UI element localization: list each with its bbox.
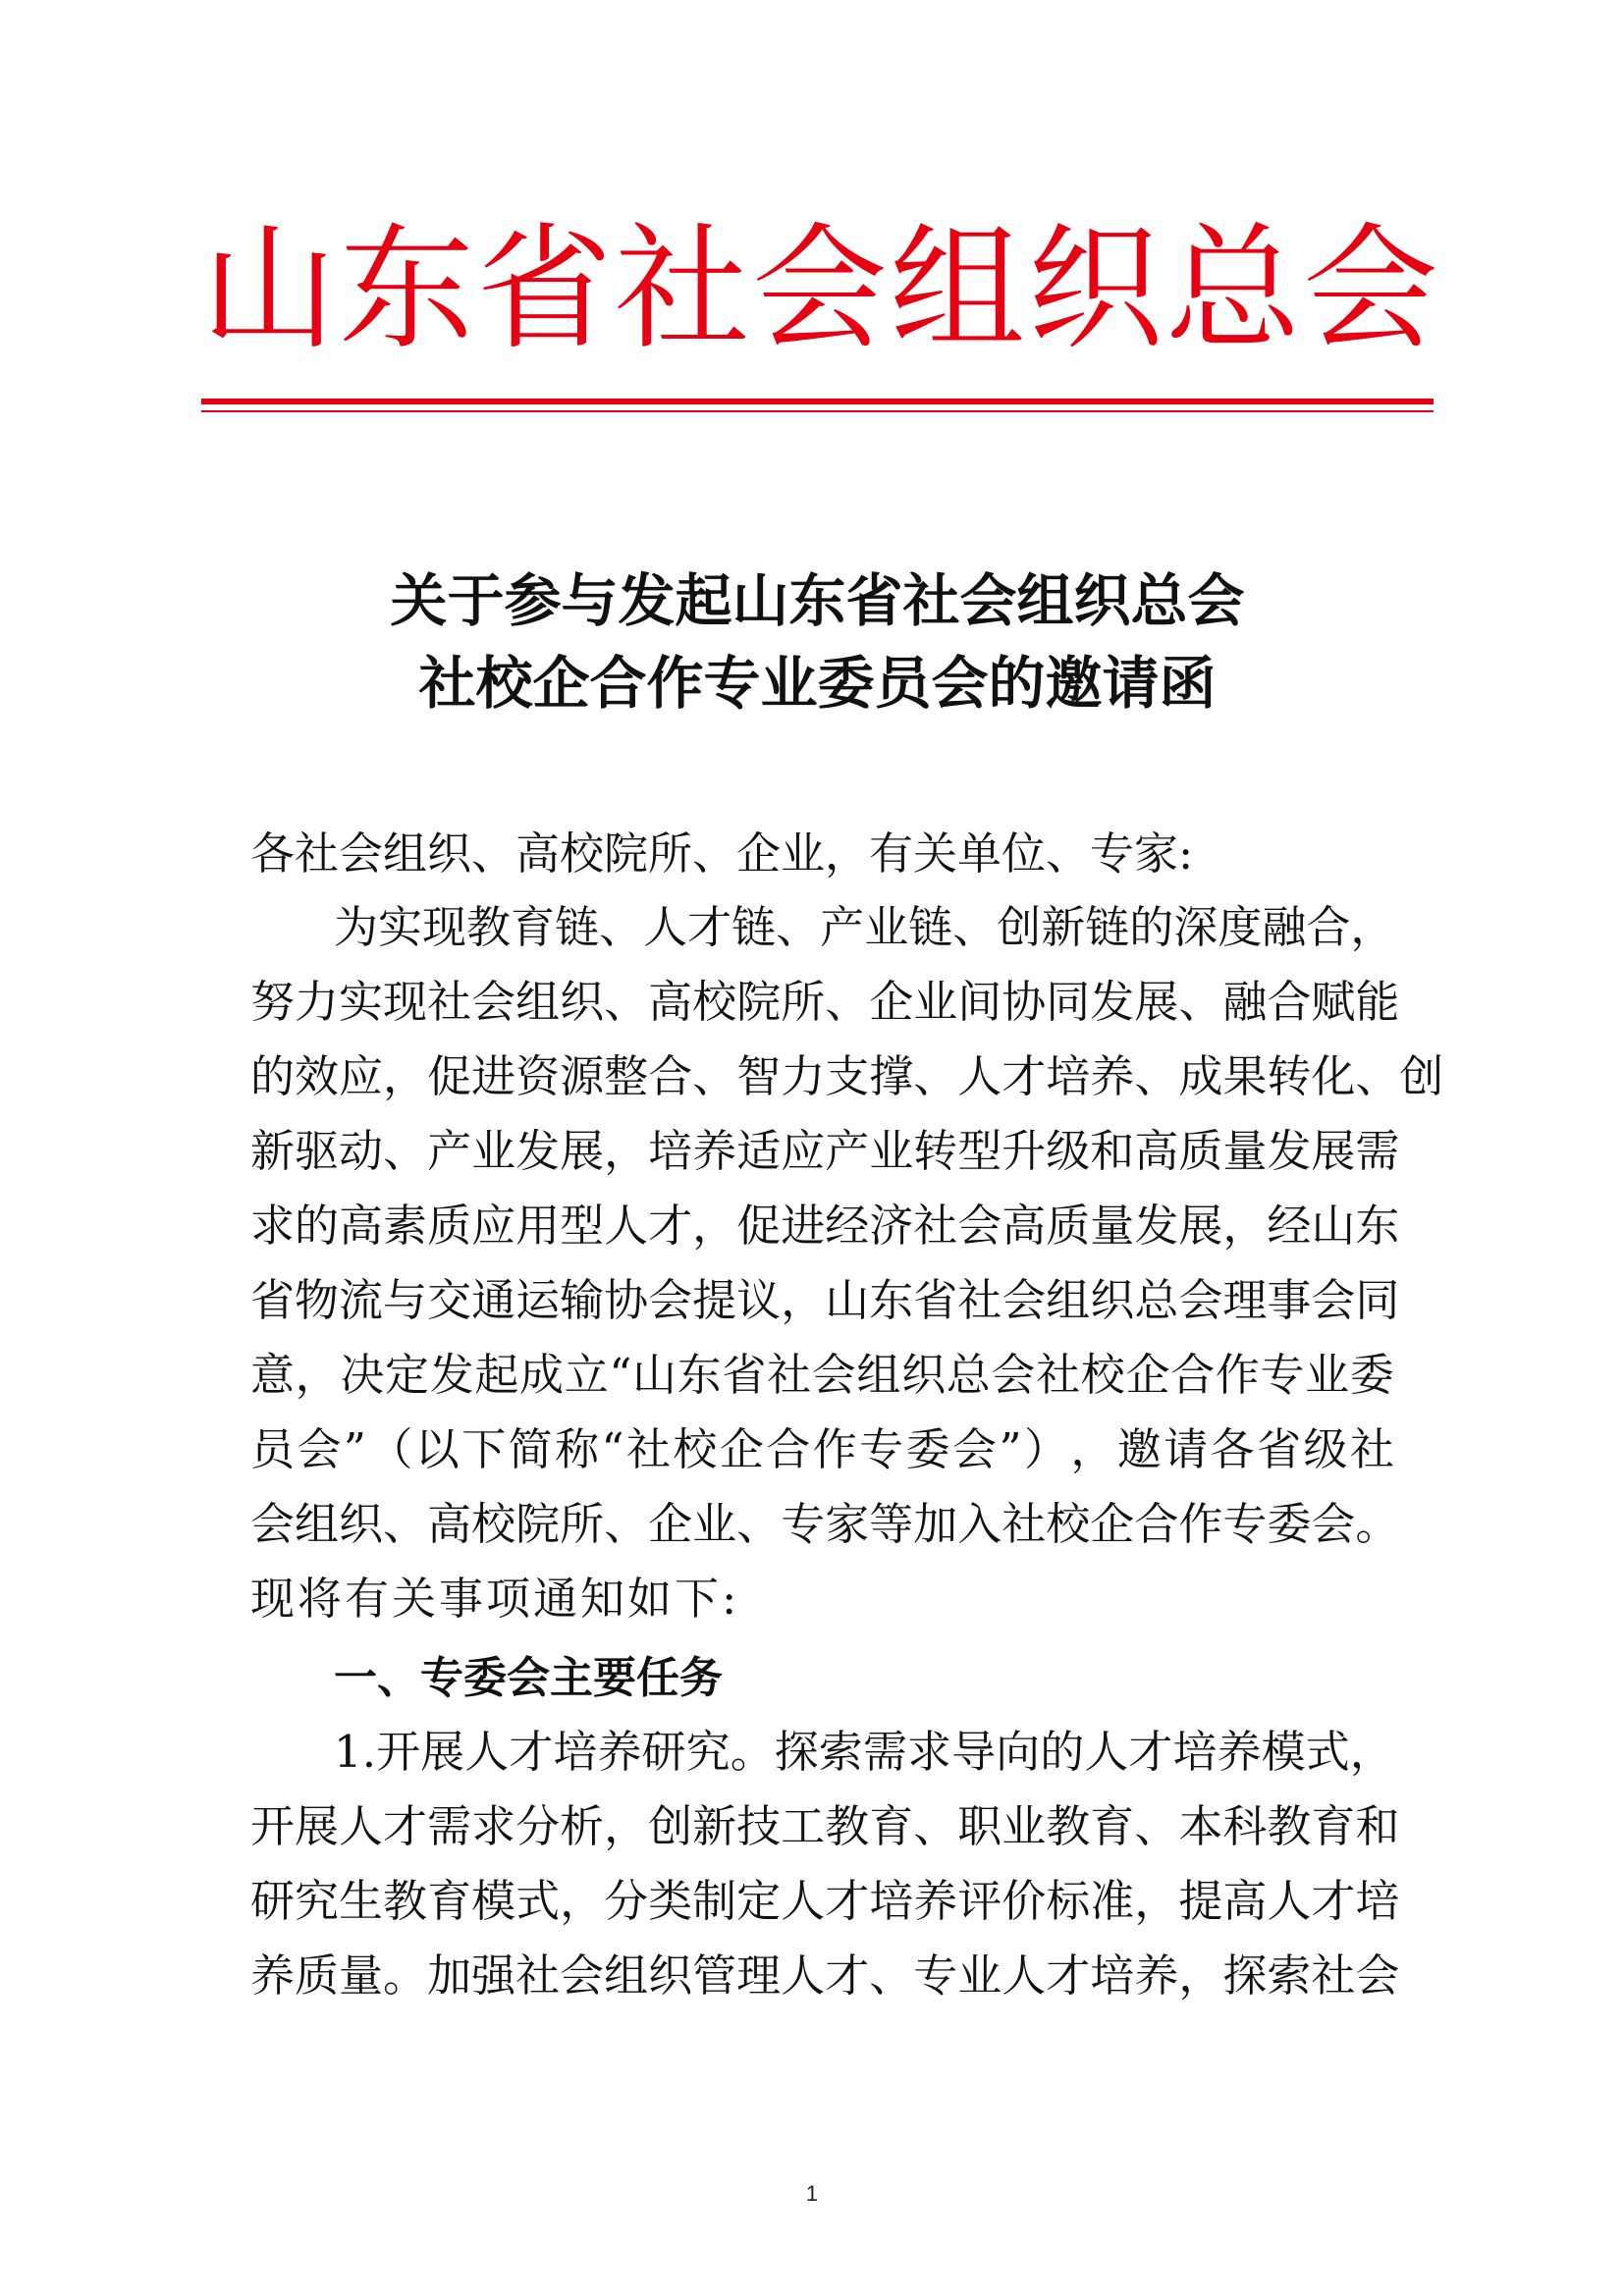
masthead-rule-thick bbox=[201, 399, 1434, 404]
masthead-char: 会 bbox=[751, 210, 888, 368]
masthead-char: 总 bbox=[1164, 210, 1301, 368]
text-line: 求 的 高 素 质 应 用 型 人 才 ， 促 进 经 济 社 会 高 质 量 发 展 ， 经 山 东 bbox=[250, 1200, 1400, 1252]
text-line: 开 展 人 才 需 求 分 析 ， 创 新 技 工 教 育 、 职 业 教 育 、 本 科 教 育 和 bbox=[250, 1800, 1400, 1852]
masthead-char: 东 bbox=[339, 210, 475, 368]
masthead-title bbox=[201, 206, 1438, 373]
masthead-char: 社 bbox=[614, 210, 750, 368]
text-line: 为 实 现 教 育 链 、 人 才 链 、 产 业 链 、 创 新 链 的 深 度 融 合 ， bbox=[334, 901, 1395, 953]
text-line: 养 质 量 。 加 强 社 会 组 织 管 理 人 才 、 专 业 人 才 培 养 ， 探 索 社 会 bbox=[250, 1949, 1400, 2002]
text-line: 会 组 织 、 高 校 院 所 、 企 业 、 专 家 等 加 入 社 校 企 合 作 专 委 会 。 bbox=[250, 1498, 1400, 1550]
masthead-char: 会 bbox=[1302, 210, 1438, 368]
section-heading-1: 一、专委会主要任务 bbox=[334, 1653, 723, 1703]
text-line: 研 究 生 教 育 模 式 ， 分 类 制 定 人 才 培 养 评 价 标 准 ， 提 高 人 才 培 bbox=[250, 1875, 1400, 1927]
masthead-char: 织 bbox=[1027, 210, 1164, 368]
page-number: 1 bbox=[805, 2181, 819, 2206]
masthead-char: 省 bbox=[476, 210, 613, 368]
text-line: 的 效 应 ， 促 进 资 源 整 合 、 智 力 支 撑 、 人 才 培 养 、 成 果 转 化 、 创 bbox=[250, 1050, 1444, 1102]
masthead-rule-thin bbox=[201, 410, 1434, 412]
document-title-line-2: 社校企合作专业委员会的邀请函 bbox=[418, 650, 1217, 717]
text-line: 现将有关事项通知如下: bbox=[250, 1573, 740, 1625]
text-line: 努 力 实 现 社 会 组 织 、 高 校 院 所 、 企 业 间 协 同 发 展 、 融 合 赋 能 bbox=[250, 976, 1400, 1028]
document-title-line-1: 关于参与发起山东省社会组织总会 bbox=[390, 567, 1245, 634]
text-line: 员 会 ” （ 以 下 简 称 “ 社 校 企 合 作 专 委 会 ” ） ， 邀 请 各 省 级 社 bbox=[250, 1423, 1394, 1475]
text-line: 省 物 流 与 交 通 运 输 协 会 提 议 ， 山 东 省 社 会 组 织 总 会 理 事 会 同 bbox=[250, 1274, 1400, 1326]
masthead-char: 山 bbox=[201, 210, 338, 368]
masthead-char: 组 bbox=[890, 210, 1026, 368]
text-line: 意 ， 决 定 发 起 成 立 “ 山 东 省 社 会 组 织 总 会 社 校 企 合 作 专 业 委 bbox=[250, 1349, 1394, 1401]
text-line: 新 驱 动 、 产 业 发 展 ， 培 养 适 应 产 业 转 型 升 级 和 高 质 量 发 展 需 bbox=[250, 1125, 1400, 1177]
salutation: 各社会组织、高校院所、企业，有关单位、专家: bbox=[250, 828, 1194, 880]
text-line: 1 . 开 展 人 才 培 养 研 究 。 探 索 需 求 导 向 的 人 才 培 养 模 式 ， bbox=[334, 1726, 1394, 1778]
